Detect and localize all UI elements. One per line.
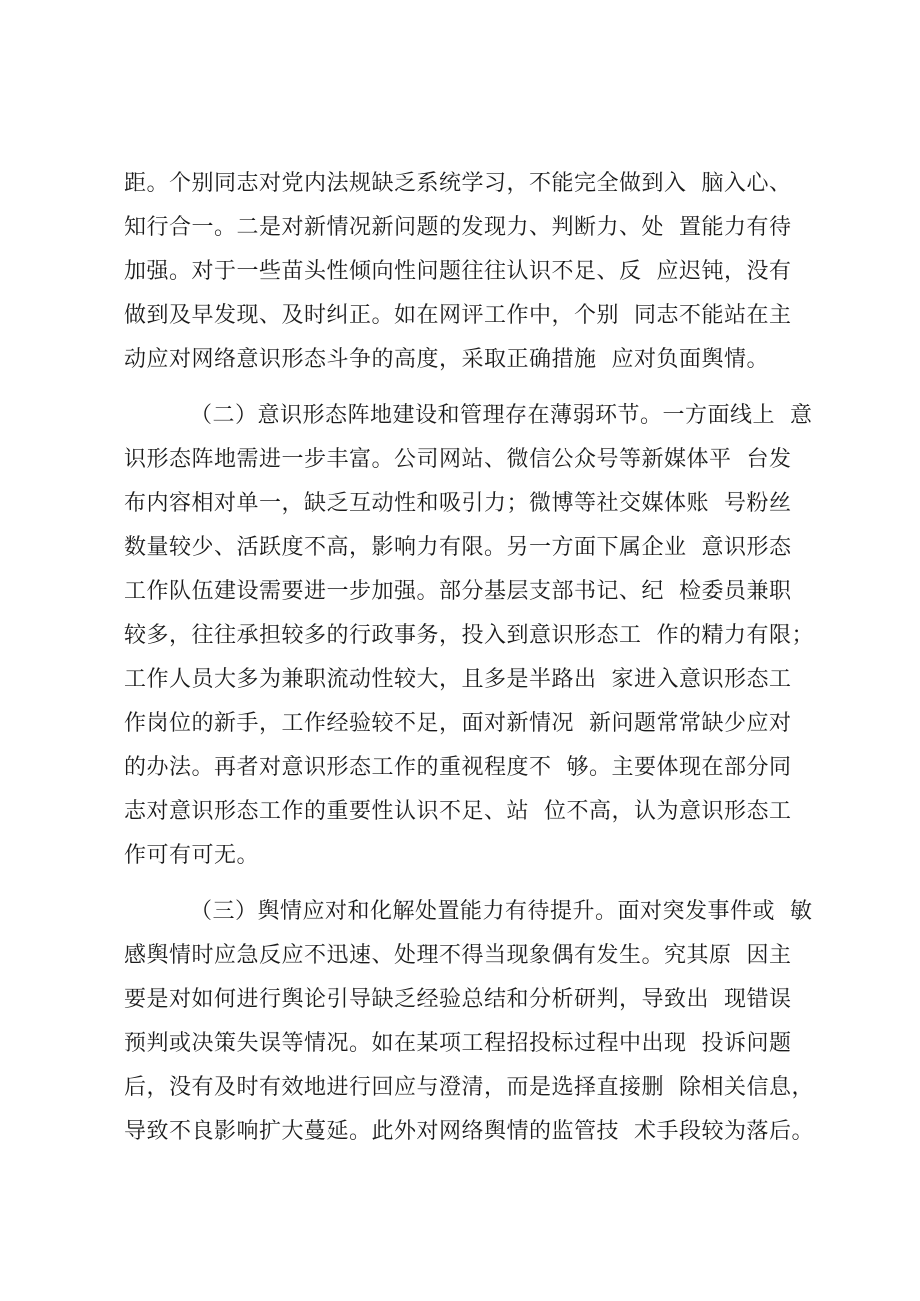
text-line: 后，没有及时有效地进行回应与澄清，而是选择直接删 除相关信息， bbox=[124, 1075, 814, 1100]
text-line: 数量较少、活跃度不高，影响力有限。另一方面下属企业 意识形态 bbox=[124, 535, 792, 560]
text-line: 作岗位的新手，工作经验较不足，面对新情况 新问题常常缺少应对 bbox=[124, 711, 792, 736]
section-heading-line: （二）意识形态阵地建设和管理存在薄弱环节。一方面线上 意 bbox=[190, 403, 813, 428]
text-line: 知行合一。二是对新情况新问题的发现力、判断力、处 置能力有待 bbox=[124, 215, 792, 240]
text-line: 工作人员大多为兼职流动性较大，且多是半路出 家进入意识形态工 bbox=[124, 667, 792, 692]
text-line: 加强。对于一些苗头性倾向性问题往往认识不足、反 应迟钝，没有 bbox=[124, 259, 792, 284]
text-line: 较多，往往承担较多的行政事务，投入到意识形态工 作的精力有限； bbox=[124, 623, 814, 648]
section-heading-line: （三）舆情应对和化解处置能力有待提升。面对突发事件或 敏 bbox=[190, 899, 813, 924]
text-line: 距。个别同志对党内法规缺乏系统学习，不能完全做到入 脑入心、 bbox=[124, 171, 792, 196]
text-line: 布内容相对单一，缺乏互动性和吸引力；微博等社交媒体账 号粉丝 bbox=[124, 491, 792, 516]
text-line: 志对意识形态工作的重要性认识不足、站 位不高，认为意识形态工 bbox=[124, 799, 792, 824]
text-line: 识形态阵地需进一步丰富。公司网站、微信公众号等新媒体平 台发 bbox=[124, 447, 792, 472]
text-line: 导致不良影响扩大蔓延。此外对网络舆情的监管技 术手段较为落后。 bbox=[124, 1119, 814, 1144]
text-line: 做到及早发现、及时纠正。如在网评工作中，个别 同志不能站在主 bbox=[124, 303, 792, 328]
text-line: 作可有可无。 bbox=[124, 843, 260, 868]
text-line: 感舆情时应急反应不迅速、处理不得当现象偶有发生。究其原 因主 bbox=[124, 943, 792, 968]
text-line: 要是对如何进行舆论引导缺乏经验总结和分析研判，导致出 现错误 bbox=[124, 987, 792, 1012]
text-line: 工作队伍建设需要进一步加强。部分基层支部书记、纪 检委员兼职 bbox=[124, 579, 792, 604]
text-line: 预判或决策失误等情况。如在某项工程招投标过程中出现 投诉问题 bbox=[124, 1031, 792, 1056]
text-line: 的办法。再者对意识形态工作的重视程度不 够。主要体现在部分同 bbox=[124, 755, 792, 780]
text-line: 动应对网络意识形态斗争的高度，采取正确措施 应对负面舆情。 bbox=[124, 347, 769, 372]
